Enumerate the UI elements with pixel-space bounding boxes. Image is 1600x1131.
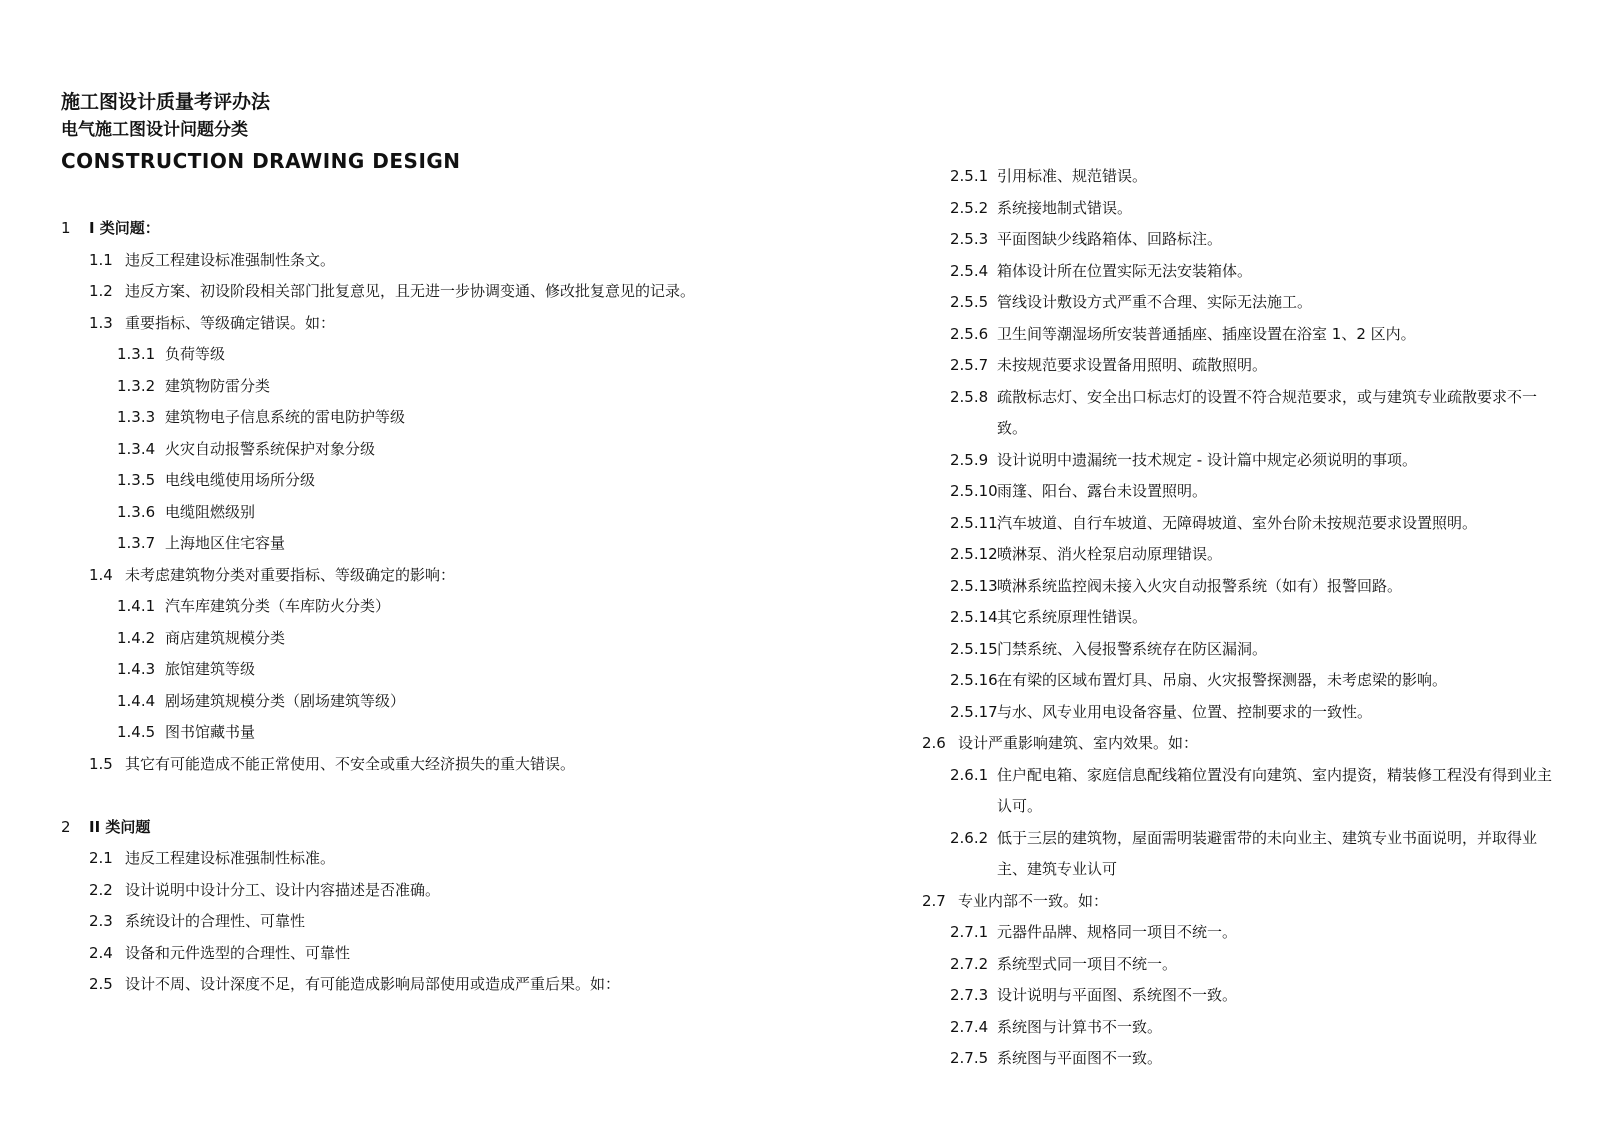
item-number: 1.3.4: [117, 439, 156, 458]
list-item: [922, 917, 1562, 949]
item-text: 电线电缆使用场所分级: [165, 471, 316, 489]
item-text: 平面图缺少线路箱体、回路标注。: [997, 230, 1223, 248]
item-text: 设计严重影响建筑、室内效果。如：: [958, 734, 1199, 752]
item-number: 2.5.16: [950, 671, 998, 689]
item-number: 2.5.9: [950, 450, 989, 469]
item-number: 2.7: [922, 891, 946, 910]
document-header: [61, 88, 461, 178]
list-item: [61, 686, 721, 718]
item-text: 汽车库建筑分类（车库防火分类）: [165, 597, 391, 615]
item-text: 重要指标、等级确定错误。如：: [125, 313, 336, 332]
document-title: 施工图设计质量考评办法: [61, 91, 271, 113]
item-number: 2.4: [89, 943, 113, 962]
section-1-heading: [61, 213, 721, 245]
list-item: [922, 665, 1562, 697]
item-number: 2.5.12: [950, 545, 998, 563]
item-number: 1.3.7: [117, 534, 156, 552]
item-number: 2.5.17: [950, 702, 998, 721]
item-text: 违反方案、初设阶段相关部门批复意见，且无进一步协调变通、修改批复意见的记录。: [125, 282, 696, 300]
item-number: 2.3: [89, 912, 113, 930]
item-text: 建筑物电子信息系统的雷电防护等级: [165, 408, 406, 426]
item-number: 2.6.1: [950, 765, 989, 784]
item-number: 2.7.4: [950, 1017, 989, 1036]
list-item: [61, 560, 721, 592]
item-text: 其它系统原理性错误。: [997, 608, 1148, 626]
item-text: 未考虑建筑物分类对重要指标、等级确定的影响：: [125, 565, 456, 584]
item-text: 设计说明中设计分工、设计内容描述是否准确。: [125, 880, 441, 899]
item-number: 2.5.7: [950, 356, 989, 374]
list-item: [922, 980, 1562, 1012]
item-number: 1.3.5: [117, 471, 156, 489]
list-item: [922, 634, 1562, 666]
list-item: [61, 339, 721, 371]
list-item: [922, 1043, 1562, 1075]
list-item: [61, 591, 721, 623]
item-text: 门禁系统、入侵报警系统存在防区漏洞。: [997, 639, 1268, 658]
item-text: 雨篷、阳台、露台未设置照明。: [997, 482, 1208, 500]
section-2-heading: [61, 812, 721, 844]
list-item: [61, 843, 721, 875]
item-text: 在有梁的区域布置灯具、吊扇、火灾报警探测器，未考虑梁的影响。: [997, 671, 1448, 689]
list-item: [61, 465, 721, 497]
item-text: 火灾自动报警系统保护对象分级: [165, 439, 376, 458]
list-item: [61, 654, 721, 686]
item-text: 疏散标志灯、安全出口标志灯的设置不符合规范要求，或与建筑专业疏散要求不一致。: [997, 387, 1538, 437]
list-item: [922, 886, 1562, 918]
item-number: 2.2: [89, 880, 113, 899]
item-number: 2: [61, 817, 71, 836]
list-item: [61, 623, 721, 655]
list-item: [61, 371, 721, 403]
item-text: 商店建筑规模分类: [165, 628, 286, 647]
list-item: [61, 969, 721, 1001]
item-text: 系统设计的合理性、可靠性: [125, 912, 306, 930]
list-item: [922, 823, 1562, 886]
list-item: [922, 256, 1562, 288]
item-number: 1: [61, 219, 71, 237]
item-number: 2.1: [89, 849, 113, 867]
english-title: CONSTRUCTION DRAWING DESIGN: [61, 149, 461, 173]
list-item: [922, 949, 1562, 981]
item-text: 设计不周、设计深度不足，有可能造成影响局部使用或造成严重后果。如：: [125, 975, 621, 993]
item-text: 系统图与计算书不一致。: [997, 1017, 1163, 1036]
item-number: 1.4.3: [117, 660, 156, 678]
item-number: 2.5.6: [950, 324, 989, 343]
item-number: 1.4.4: [117, 691, 156, 710]
list-item: [922, 1012, 1562, 1044]
item-text: I 类问题：: [89, 219, 160, 237]
item-number: 1.3.2: [117, 376, 156, 395]
item-text: 电缆阻燃级别: [165, 502, 256, 521]
item-text: 上海地区住宅容量: [165, 534, 286, 552]
item-text: 设计说明中遗漏统一技术规定 - 设计篇中规定必须说明的事项。: [997, 450, 1417, 469]
item-text: 违反工程建设标准强制性标准。: [125, 849, 336, 867]
item-text: 引用标准、规范错误。: [997, 167, 1148, 185]
item-number: 2.7.2: [950, 954, 989, 973]
item-number: 2.5.1: [950, 167, 989, 185]
item-number: 2.5.8: [950, 387, 989, 406]
list-item: [922, 224, 1562, 256]
item-text: 元器件品牌、规格同一项目不统一。: [997, 923, 1238, 941]
item-text: 设备和元件选型的合理性、可靠性: [125, 943, 351, 962]
item-text: 设计说明与平面图、系统图不一致。: [997, 986, 1238, 1004]
list-item: [61, 308, 721, 340]
item-number: 2.5: [89, 975, 113, 993]
item-number: 2.6.2: [950, 828, 989, 847]
item-number: 2.5.11: [950, 513, 998, 532]
list-item: [922, 319, 1562, 351]
item-number: 2.5.4: [950, 261, 989, 280]
item-number: 1.4.1: [117, 597, 156, 615]
item-number: 1.4: [89, 565, 113, 584]
document-subtitle: 电气施工图设计问题分类: [61, 120, 248, 140]
list-item: [61, 875, 721, 907]
item-text: 住户配电箱、家庭信息配线箱位置没有向建筑、室内提资，精装修工程没有得到业主认可。: [997, 765, 1553, 815]
item-number: 2.5.14: [950, 608, 998, 626]
section-gap: [61, 780, 721, 812]
list-item: [61, 749, 721, 781]
item-number: 2.5.3: [950, 230, 989, 248]
item-text: 系统接地制式错误。: [997, 198, 1133, 217]
item-number: 1.3.1: [117, 345, 156, 363]
list-item: [61, 402, 721, 434]
item-text: 剧场建筑规模分类（剧场建筑等级）: [165, 691, 406, 710]
item-number: 1.3.6: [117, 502, 156, 521]
list-item: [61, 717, 721, 749]
list-item: [922, 193, 1562, 225]
right-column: [922, 161, 1562, 1075]
list-item: [922, 476, 1562, 508]
list-item: [922, 539, 1562, 571]
list-item: [922, 445, 1562, 477]
list-item: [922, 350, 1562, 382]
item-text: 汽车坡道、自行车坡道、无障碍坡道、室外台阶未按规范要求设置照明。: [997, 513, 1478, 532]
item-number: 2.5.5: [950, 293, 989, 311]
item-text: 违反工程建设标准强制性条文。: [125, 250, 336, 269]
list-item: [61, 245, 721, 277]
item-number: 2.7.5: [950, 1049, 989, 1067]
item-number: 1.4.5: [117, 723, 156, 741]
item-number: 1.1: [89, 250, 113, 269]
item-number: 1.4.2: [117, 628, 156, 647]
list-item: [922, 508, 1562, 540]
item-text: 其它有可能造成不能正常使用、不安全或重大经济损失的重大错误。: [125, 754, 576, 773]
list-item: [61, 434, 721, 466]
item-number: 2.5.10: [950, 482, 998, 500]
item-text: 未按规范要求设置备用照明、疏散照明。: [997, 356, 1268, 374]
item-text: 管线设计敷设方式严重不合理、实际无法施工。: [997, 293, 1313, 311]
item-text: 系统图与平面图不一致。: [997, 1049, 1163, 1067]
item-text: 系统型式同一项目不统一。: [997, 954, 1178, 973]
item-text: 图书馆藏书量: [165, 723, 256, 741]
list-item: [922, 697, 1562, 729]
item-number: 2.5.15: [950, 639, 998, 658]
item-number: 2.6: [922, 734, 946, 752]
list-item: [922, 728, 1562, 760]
item-text: 专业内部不一致。如：: [958, 891, 1109, 910]
list-item: [61, 528, 721, 560]
list-item: [61, 276, 721, 308]
item-text: 与水、风专业用电设备容量、位置、控制要求的一致性。: [997, 702, 1373, 721]
item-number: 2.5.13: [950, 576, 998, 595]
item-number: 2.7.3: [950, 986, 989, 1004]
left-column: [61, 213, 721, 1001]
list-item: [922, 161, 1562, 193]
list-item: [922, 382, 1562, 445]
list-item: [61, 906, 721, 938]
item-number: 1.3.3: [117, 408, 156, 426]
item-number: 2.7.1: [950, 923, 989, 941]
item-text: II 类问题: [89, 817, 151, 836]
item-number: 1.3: [89, 313, 113, 332]
item-text: 旅馆建筑等级: [165, 660, 256, 678]
item-text: 喷淋系统监控阀未接入火灾自动报警系统（如有）报警回路。: [997, 576, 1403, 595]
list-item: [922, 571, 1562, 603]
list-item: [922, 287, 1562, 319]
item-text: 箱体设计所在位置实际无法安装箱体。: [997, 261, 1253, 280]
list-item: [61, 497, 721, 529]
item-text: 负荷等级: [165, 345, 226, 363]
item-number: 1.5: [89, 754, 113, 773]
item-number: 2.5.2: [950, 198, 989, 217]
item-text: 卫生间等潮湿场所安装普通插座、插座设置在浴室 1、2 区内。: [997, 324, 1416, 343]
item-text: 建筑物防雷分类: [165, 376, 271, 395]
list-item: [922, 602, 1562, 634]
list-item: [922, 760, 1562, 823]
item-number: 1.2: [89, 282, 113, 300]
list-item: [61, 938, 721, 970]
item-text: 低于三层的建筑物，屋面需明装避雷带的未向业主、建筑专业书面说明，并取得业主、建筑专业认可: [997, 828, 1538, 878]
item-text: 喷淋泵、消火栓泵启动原理错误。: [997, 545, 1223, 563]
